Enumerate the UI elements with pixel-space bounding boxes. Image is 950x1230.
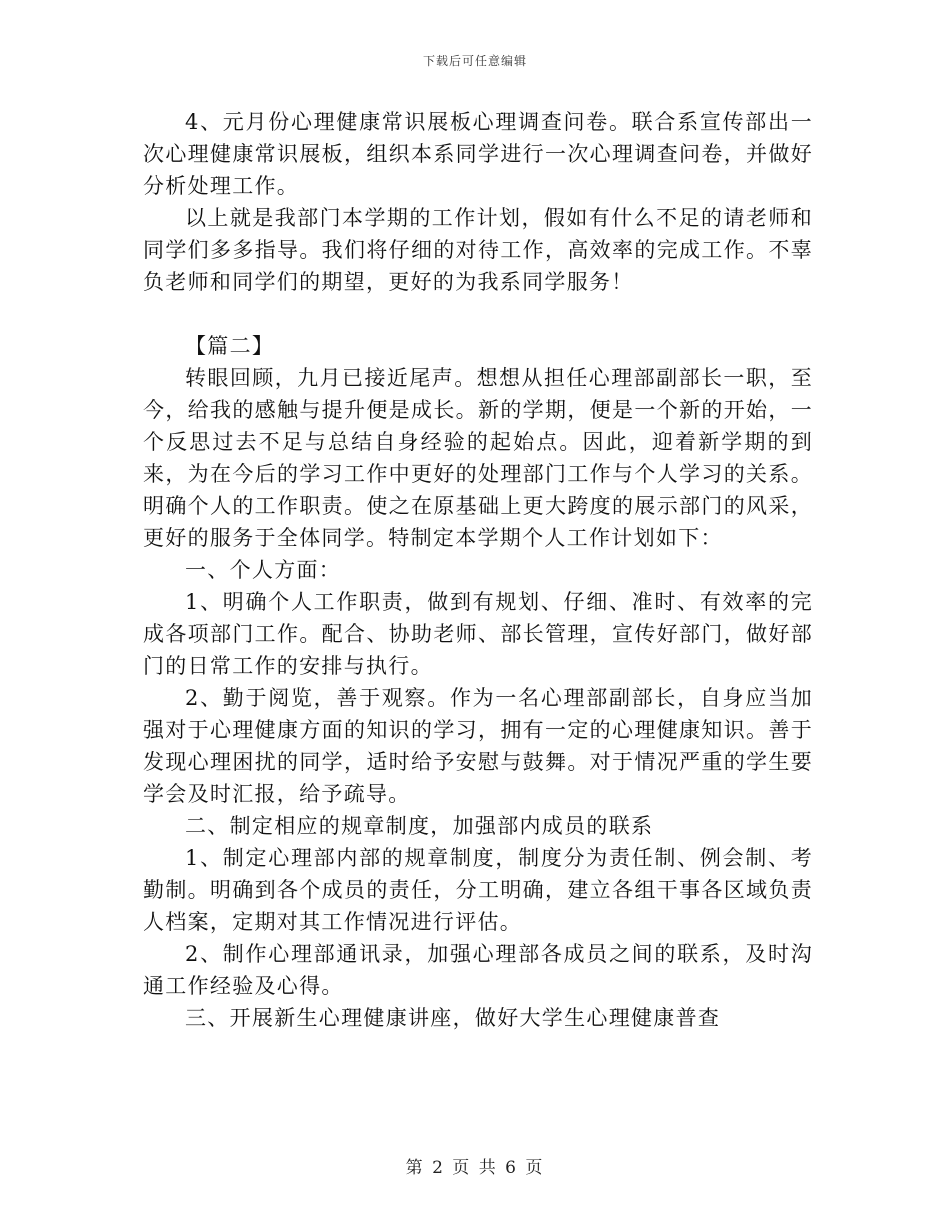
heading-lecture: 三、开展新生心理健康讲座，做好大学生心理健康普查 xyxy=(185,1006,721,1030)
page-footer: 第 2 页 共 6 页 xyxy=(405,1158,545,1178)
paragraph-intro: 转眼回顾，九月已接近尾声。想想从担任心理部副部长一职，至今，给我的感触与提升便是成长。新的学期，便是一个新的开始，一个反思过去不足与总结自身经验的起始点。因此，迎着新学期的到来，为在今后的学习工作中更好的处理部门工作与个人学习的关系。明确个人的工作职责。使之在原基础上更大跨度的展示部门的风采，更好的服务于全体同学。特制定本学期个人工作计划如下： xyxy=(143,366,813,550)
spacer xyxy=(143,298,813,330)
paragraph-duty: 1、明确个人工作职责，做到有规划、仔细、准时、有效率的完成各项部门工作。配合、协助老师、部长管理，宣传好部门，做好部门的日常工作的安排与执行。 xyxy=(143,590,813,678)
paragraph-closing: 以上就是我部门本学期的工作计划，假如有什么不足的请老师和同学们多多指导。我们将仔细的对待工作，高效率的完成工作。不辜负老师和同学们的期望，更好的为我系同学服务！ xyxy=(143,206,813,294)
document-body xyxy=(143,106,813,1034)
section-title: 【篇二】 xyxy=(185,334,275,358)
heading-rules: 二、制定相应的规章制度，加强部内成员的联系 xyxy=(185,814,654,838)
page-header: 下载后可任意编辑 xyxy=(422,54,527,68)
paragraph-contacts: 2、制作心理部通讯录，加强心理部各成员之间的联系，及时沟通工作经验及心得。 xyxy=(143,942,813,998)
paragraph-study: 2、勤于阅览，善于观察。作为一名心理部副部长，自身应当加强对于心理健康方面的知识的学习，拥有一定的心理健康知识。善于发现心理困扰的同学，适时给予安慰与鼓舞。对于情况严重的学生要学会及时汇报，给予疏导。 xyxy=(143,686,813,806)
paragraph-rules: 1、制定心理部内部的规章制度，制度分为责任制、例会制、考勤制。明确到各个成员的责任，分工明确，建立各组干事各区域负责人档案，定期对其工作情况进行评估。 xyxy=(143,846,813,934)
paragraph-item-4: 4、元月份心理健康常识展板心理调查问卷。联合系宣传部出一次心理健康常识展板，组织本系同学进行一次心理调查问卷，并做好分析处理工作。 xyxy=(143,110,813,198)
heading-personal: 一、个人方面： xyxy=(185,558,342,582)
